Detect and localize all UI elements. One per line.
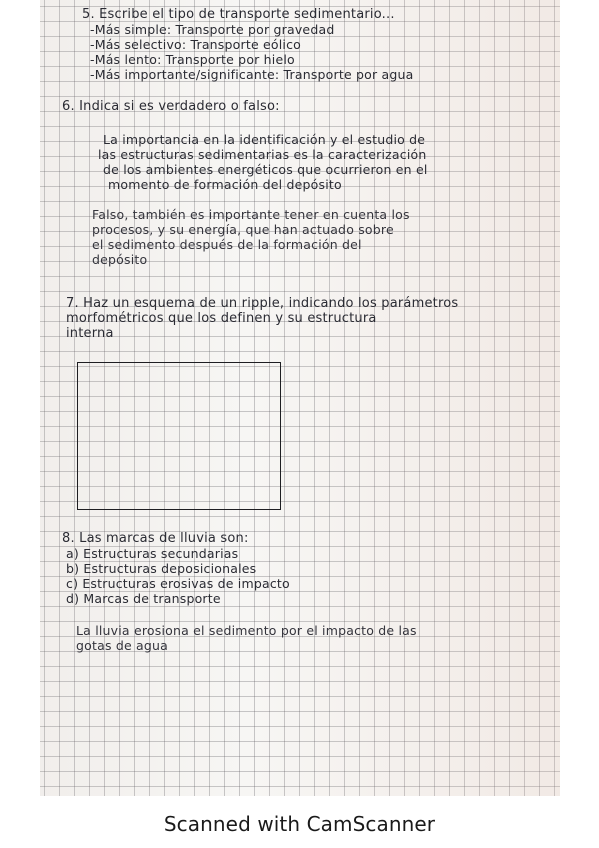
- q8-answer-line: gotas de agua: [76, 638, 169, 653]
- ripple-sketch-box: [77, 362, 281, 510]
- q5-item: -Más lento: Transporte por hielo: [90, 52, 295, 67]
- q8-option-selected: c) Estructuras erosivas de impacto: [66, 576, 290, 591]
- q8-option: b) Estructuras deposicionales: [66, 561, 257, 576]
- scanner-watermark: Scanned with CamScanner: [163, 812, 436, 836]
- q5-title: 5. Escribe el tipo de transporte sedimentario...: [82, 7, 395, 22]
- q8-title: 8. Las marcas de lluvia son:: [62, 531, 249, 546]
- q8-option: a) Estructuras secundarias: [66, 546, 239, 561]
- q6-statement-line: La importancia en la identificación y el estudio de: [103, 132, 426, 147]
- q6-statement-line: de los ambientes energéticos que ocurrieron en el: [103, 162, 428, 177]
- q6-statement-line: momento de formación del depósito: [108, 177, 342, 192]
- q6-statement-line: las estructuras sedimentarias es la caracterización: [98, 147, 427, 162]
- q5-item: -Más importante/significante: Transporte por agua: [90, 67, 414, 82]
- q8-option: d) Marcas de transporte: [66, 591, 221, 606]
- q6-answer-line: el sedimento después de la formación del: [92, 237, 362, 252]
- q6-title: 6. Indica si es verdadero o falso:: [62, 99, 280, 114]
- q7-title-line: 7. Haz un esquema de un ripple, indicando los parámetros: [66, 296, 459, 311]
- q8-answer-line: La lluvia erosiona el sedimento por el impacto de las: [76, 623, 417, 638]
- q5-item: -Más simple: Transporte por gravedad: [90, 22, 335, 37]
- q7-title-line: morfométricos que los definen y su estructura: [66, 311, 377, 326]
- q6-answer-line: depósito: [92, 252, 148, 267]
- q7-title-line: interna: [66, 326, 114, 341]
- q6-answer-line: Falso, también es importante tener en cuenta los: [92, 207, 410, 222]
- q5-item: -Más selectivo: Transporte eólico: [90, 37, 302, 52]
- q6-answer-line: procesos, y su energía, que han actuado sobre: [92, 222, 394, 237]
